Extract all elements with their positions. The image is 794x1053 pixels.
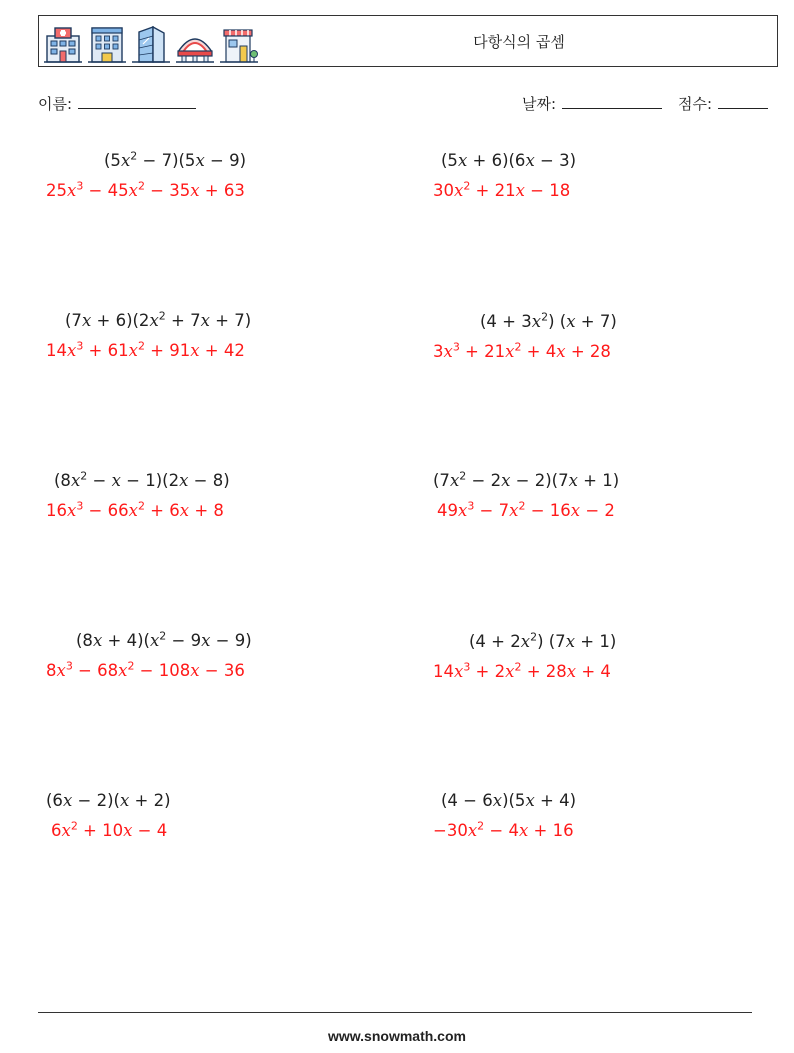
problem-question: $(8x + 4)(x^2 - 9x - 9)$ xyxy=(76,629,252,650)
problem-answer: $25x^3 - 45x^2 - 35x + 63$ xyxy=(46,179,245,200)
problem-answer: $30x^2 + 21x - 18$ xyxy=(433,179,571,200)
problem-answer: $16x^3 - 66x^2 + 6x + 8$ xyxy=(46,499,224,520)
office-building-icon xyxy=(87,24,127,64)
problem-question: $(4 + 2x^2)$ (7x + 1) xyxy=(469,630,617,651)
problem-5 xyxy=(46,470,346,522)
problem-7 xyxy=(46,630,346,682)
footer-url: www.snowmath.com xyxy=(328,1028,466,1044)
glass-tower-icon xyxy=(131,24,171,64)
worksheet-title: 다항식의 곱셈 xyxy=(473,33,565,51)
problem-question: (5x + 6)(6x − 3) xyxy=(441,151,576,170)
date-field xyxy=(522,94,662,114)
date-blank[interactable] xyxy=(562,94,662,109)
problem-answer: $6x^2 + 10x - 4$ xyxy=(51,819,168,840)
problem-answer: $8x^3 - 68x^2 - 108x - 36$ xyxy=(46,659,245,680)
footer-divider xyxy=(38,1012,752,1013)
problem-question: $(5x^2 - 7)(5x - 9)$ xyxy=(104,149,246,170)
problem-answer: $14x^3 + 2x^2 + 28x + 4$ xyxy=(433,660,611,681)
shop-icon xyxy=(219,24,259,64)
problem-10 xyxy=(433,790,733,842)
problem-4 xyxy=(433,311,733,363)
problem-question: (4 − 6x)(5x + 4) xyxy=(441,791,576,810)
problem-question: (6x − 2)(x + 2) xyxy=(46,791,171,810)
problem-9 xyxy=(46,790,346,842)
name-blank[interactable] xyxy=(78,94,196,109)
problem-3 xyxy=(46,310,346,362)
header-icons xyxy=(43,20,259,64)
header-box xyxy=(38,15,778,67)
hospital-icon xyxy=(43,24,83,64)
problem-question: $(4 + 3x^2)$ (x + 7) xyxy=(480,310,617,331)
problem-question: $(8x^2 - x - 1)(2x - 8)$ xyxy=(54,469,230,490)
problem-answer: $-30x^2 - 4x + 16$ xyxy=(433,819,574,840)
name-field xyxy=(38,94,196,114)
problem-6 xyxy=(433,470,733,522)
problem-1 xyxy=(46,150,346,202)
problem-2 xyxy=(433,150,733,202)
problem-question: $(7x + 6)(2x^2 + 7x + 7)$ xyxy=(65,309,252,330)
problem-answer: $3x^3 + 21x^2 + 4x + 28$ xyxy=(433,340,611,361)
problem-8 xyxy=(433,631,733,683)
score-field xyxy=(678,94,768,114)
problem-answer: $14x^3 + 61x^2 + 91x + 42$ xyxy=(46,339,245,360)
date-label: 날짜: xyxy=(522,95,557,113)
name-label: 이름: xyxy=(38,95,73,113)
score-blank[interactable] xyxy=(718,94,768,109)
problem-question: $(7x^2 - 2x - 2)(7x + 1)$ xyxy=(433,469,620,490)
score-label: 점수: xyxy=(678,95,713,113)
problem-answer: $49x^3 - 7x^2 - 16x - 2$ xyxy=(437,499,615,520)
stadium-icon xyxy=(175,24,215,64)
